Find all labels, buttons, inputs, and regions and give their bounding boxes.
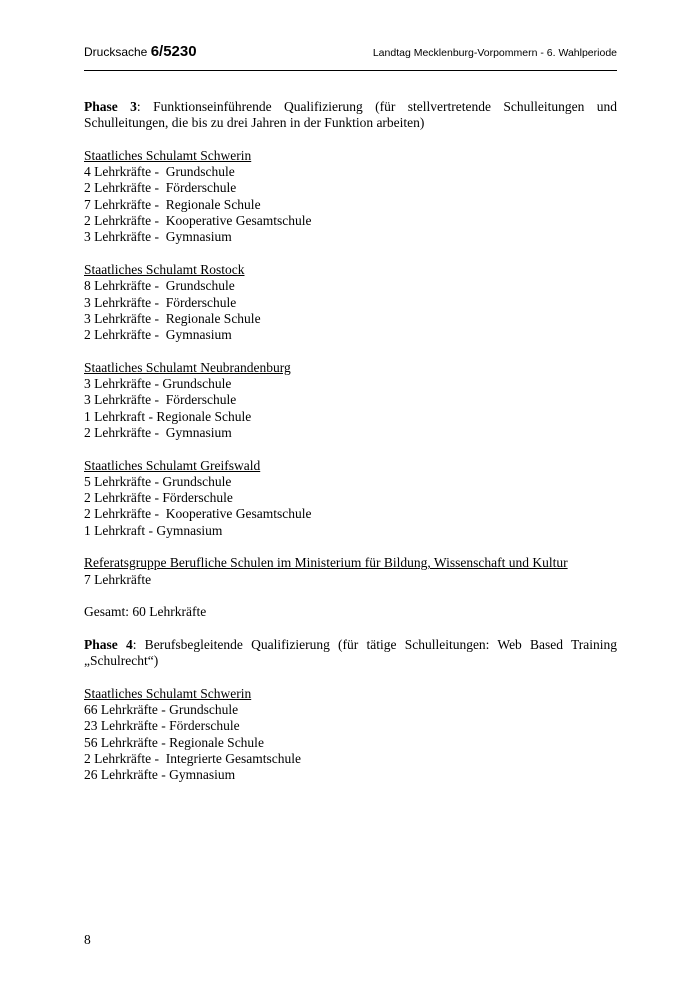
group-title: Referatsgruppe Berufliche Schulen im Ministerium für Bildung, Wissenschaft und Kultur	[84, 555, 568, 571]
group-title: Staatliches Schulamt Schwerin	[84, 685, 252, 701]
list-item: 1 Lehrkraft - Gymnasium	[84, 522, 223, 538]
group-title: Staatliches Schulamt Rostock	[84, 261, 245, 277]
list-item: 2 Lehrkräfte - Kooperative Gesamtschule	[84, 213, 312, 229]
document-body	[84, 99, 617, 783]
phase3-description: : Funktionseinführende Qualifizierung (für stellvertretende Schulleitungen und Schulleitungen, die bis zu drei Jahren in der Funktion arbeiten)	[84, 99, 618, 131]
list-item: 7 Lehrkräfte	[84, 571, 152, 587]
group-title: Staatliches Schulamt Schwerin	[84, 147, 252, 163]
phase4-intro	[84, 637, 617, 670]
list-item: 1 Lehrkraft - Regionale Schule	[84, 408, 252, 424]
phase3-group-berufliche-schulen	[84, 555, 617, 588]
list-item: 7 Lehrkräfte - Regionale Schule	[84, 196, 261, 212]
list-item: 8 Lehrkräfte - Grundschule	[84, 278, 235, 294]
group-title: Staatliches Schulamt Greifswald	[84, 457, 261, 473]
list-item: 2 Lehrkräfte - Integrierte Gesamtschule	[84, 750, 302, 766]
parliament-label: Landtag Mecklenburg-Vorpommern - 6. Wahlperiode	[372, 47, 617, 59]
document-reference	[84, 44, 197, 60]
page-header	[84, 44, 617, 71]
phase3-group-schwerin	[84, 148, 617, 246]
list-item: 2 Lehrkräfte - Gymnasium	[84, 327, 232, 343]
list-item: 66 Lehrkräfte - Grundschule	[84, 701, 239, 717]
list-item: 3 Lehrkräfte - Gymnasium	[84, 229, 232, 245]
list-item: 2 Lehrkräfte - Gymnasium	[84, 424, 232, 440]
list-item: 2 Lehrkräfte - Förderschule	[84, 490, 233, 506]
list-item: 2 Lehrkräfte - Förderschule	[84, 180, 237, 196]
list-item: 23 Lehrkräfte - Förderschule	[84, 718, 240, 734]
document-number: 6/5230	[150, 43, 197, 60]
list-item: 3 Lehrkräfte - Förderschule	[84, 294, 237, 310]
phase3-group-rostock	[84, 262, 617, 343]
list-item: 3 Lehrkräfte - Regionale Schule	[84, 310, 261, 326]
phase3-intro	[84, 99, 617, 132]
phase4-description: : Berufsbegleitende Qualifizierung (für tätige Schulleitungen: Web Based Training „Schulrecht“)	[84, 636, 618, 669]
list-item: 26 Lehrkräfte - Gymnasium	[84, 767, 236, 783]
document-label: Drucksache	[84, 45, 148, 59]
phase3-total: Gesamt: 60 Lehrkräfte	[84, 604, 207, 620]
list-item: 4 Lehrkräfte - Grundschule	[84, 164, 235, 180]
group-title: Staatliches Schulamt Neubrandenburg	[84, 359, 291, 375]
list-item: 56 Lehrkräfte - Regionale Schule	[84, 734, 264, 750]
list-item: 5 Lehrkräfte - Grundschule	[84, 473, 232, 489]
phase4-group-schwerin	[84, 686, 617, 784]
list-item: 3 Lehrkräfte - Förderschule	[84, 392, 237, 408]
phase3-group-greifswald	[84, 458, 617, 539]
phase4-label: Phase 4	[84, 636, 133, 652]
list-item: 2 Lehrkräfte - Kooperative Gesamtschule	[84, 506, 312, 522]
page-number: 8	[84, 932, 91, 947]
phase3-group-neubrandenburg	[84, 360, 617, 441]
phase3-label: Phase 3	[84, 99, 137, 114]
list-item: 3 Lehrkräfte - Grundschule	[84, 376, 232, 392]
